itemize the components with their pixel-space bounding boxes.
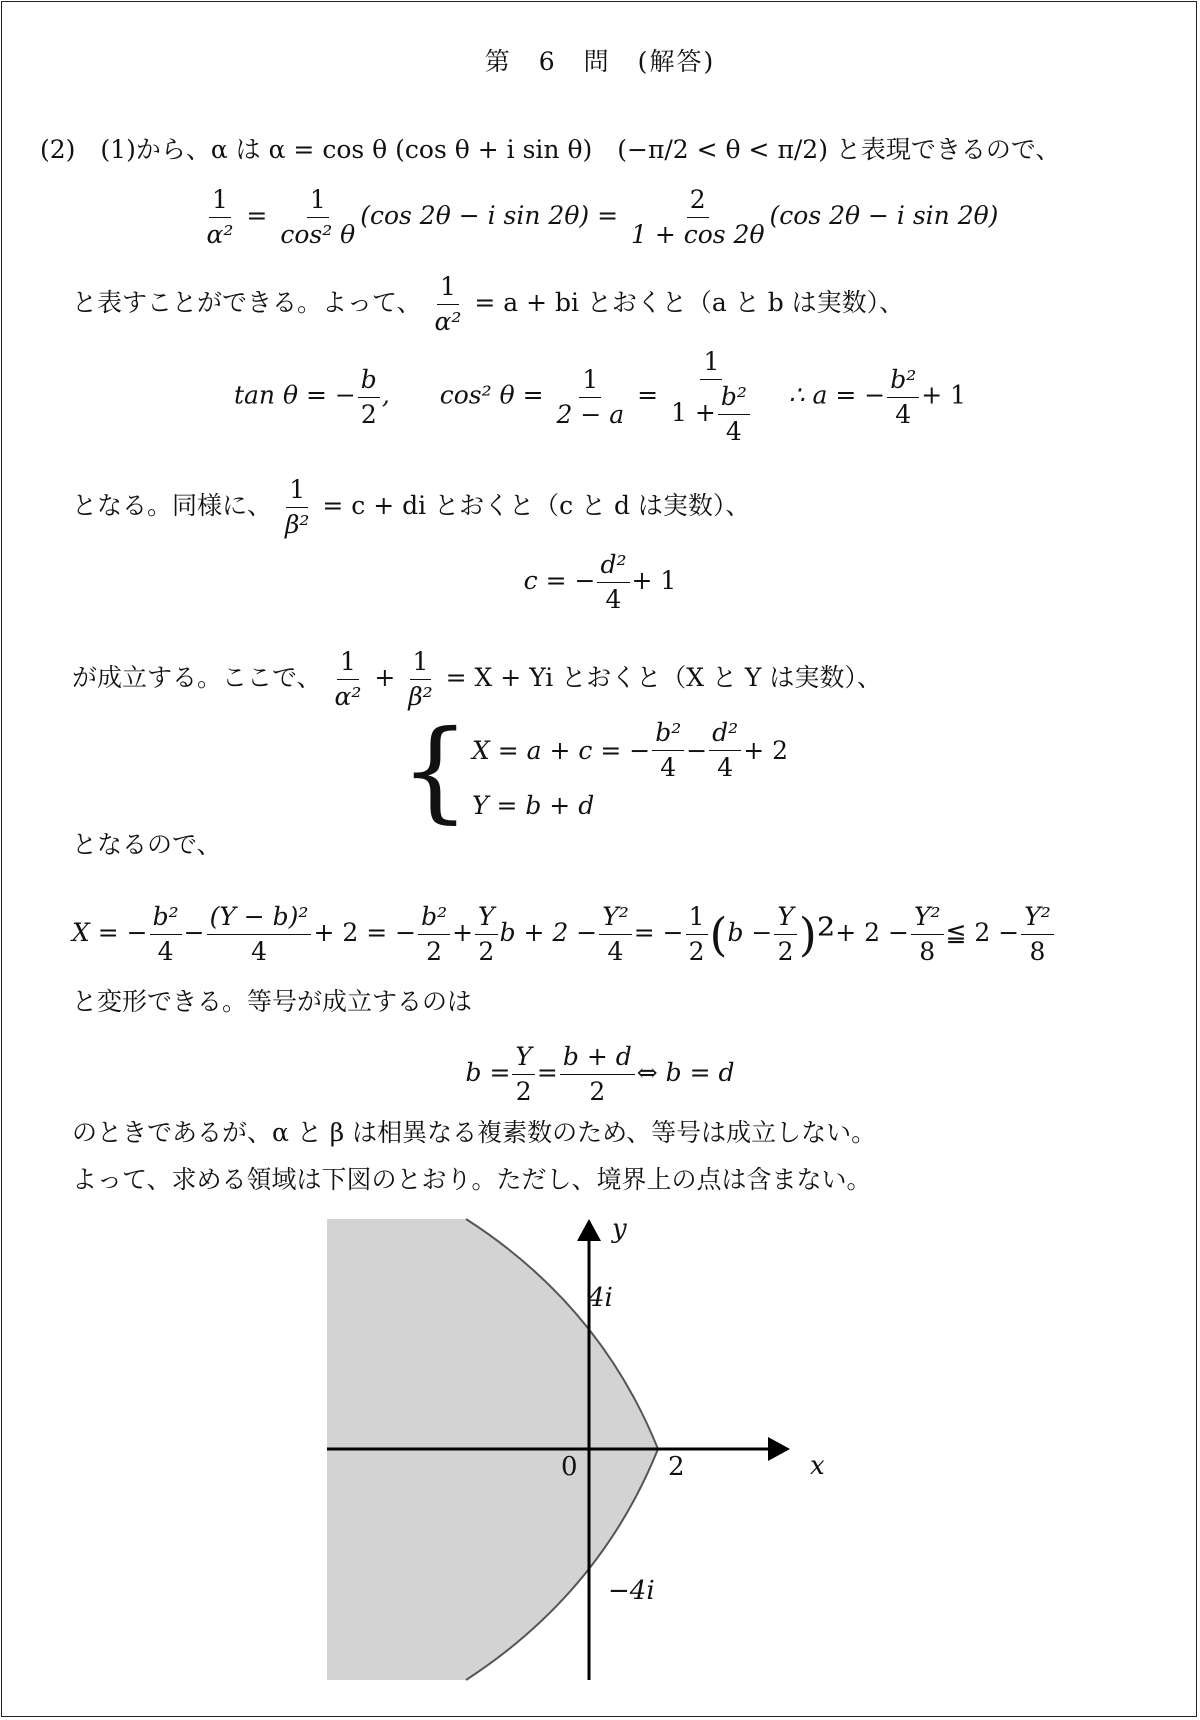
line-8: よって、求める領域は下図のとおり。ただし、境界上の点は含まない。	[72, 1165, 872, 1194]
intro-line: (2) (1)から、α は α = cos θ (cos θ + i sin θ) (−π/2 < θ < π/2) と表現できるので、	[40, 135, 1061, 164]
line-2: と表すことができる。よって、 $\frac{1}{\text{α²}}$ = a + bi とおくと（a と b は実数）、	[72, 272, 905, 336]
equation-5: X = − $\frac{\text{b²}}{4}$ − $\frac{\text{(Y − b)²}}{4}$ + 2 = − $\frac{\text{b²}}{2}$ + $\frac{Y}{2}$ b + 2 − $\frac{\text{Y²}}{4}$ = − $\frac{1}{2}$ (b − $\frac{Y}{2}$ )²+ 2 − $\frac{\text{Y²}}{8}$ ≦ 2 − $\frac{\text{Y²}}{8}$	[72, 900, 1056, 969]
x-axis-label: x	[810, 1451, 825, 1481]
origin-label: 0	[561, 1452, 578, 1482]
y-lower-label: −4i	[608, 1576, 655, 1606]
left-brace: {	[400, 706, 470, 834]
equation-6: b = $\frac{Y}{2}$ = $\frac{b + d}{2}$ ⇔ b = d	[465, 1042, 735, 1106]
line-3: となる。同様に、 $\frac{1}{\text{β²}}$ = c + di とおくと（c と d は実数）、	[72, 475, 751, 539]
equation-2: tan θ = − $\frac{b}{2}$ , cos² θ = $\frac{1}{2 - a}$ = 1 1 + $\frac{\text{b²}}{4}$ ∴ a = − $\frac{\text{b²}}{4}$ + 1	[233, 347, 967, 446]
equation-1: $\frac{1}{\text{α²}}$ = $\frac{1}{\text{cos² θ}}$ (cos 2θ − i sin 2θ) = $\frac{2}{1 + \cos 2\theta}$ (cos 2θ − i sin 2θ)	[206, 185, 999, 249]
line-6: と変形できる。等号が成立するのは	[72, 987, 473, 1016]
x-intercept-label: 2	[668, 1452, 685, 1482]
equation-3: c = − $\frac{\text{d²}}{4}$ + 1	[523, 550, 677, 614]
x-axis-arrow-icon	[768, 1437, 790, 1461]
y-axis-label: y	[612, 1214, 627, 1244]
y-axis-arrow-icon	[577, 1219, 601, 1241]
line-7: のときであるが、α と β は相異なる複素数のため、等号は成立しない。	[72, 1118, 877, 1147]
y-upper-label: 4i	[588, 1283, 613, 1313]
line-4: が成立する。ここで、 $\frac{1}{\text{α²}}$ + $\frac{1}{\text{β²}}$ = X + Yi とおくと（X と Y は実数）、	[72, 647, 882, 711]
equation-system: { X = a + c = − $\frac{\text{b²}}{4}$ − $\frac{\text{d²}}{4}$ + 2 Y = b + d	[400, 706, 789, 834]
page-title: 第 6 問 (解答)	[484, 47, 716, 76]
line-5: となるので、	[72, 830, 222, 859]
